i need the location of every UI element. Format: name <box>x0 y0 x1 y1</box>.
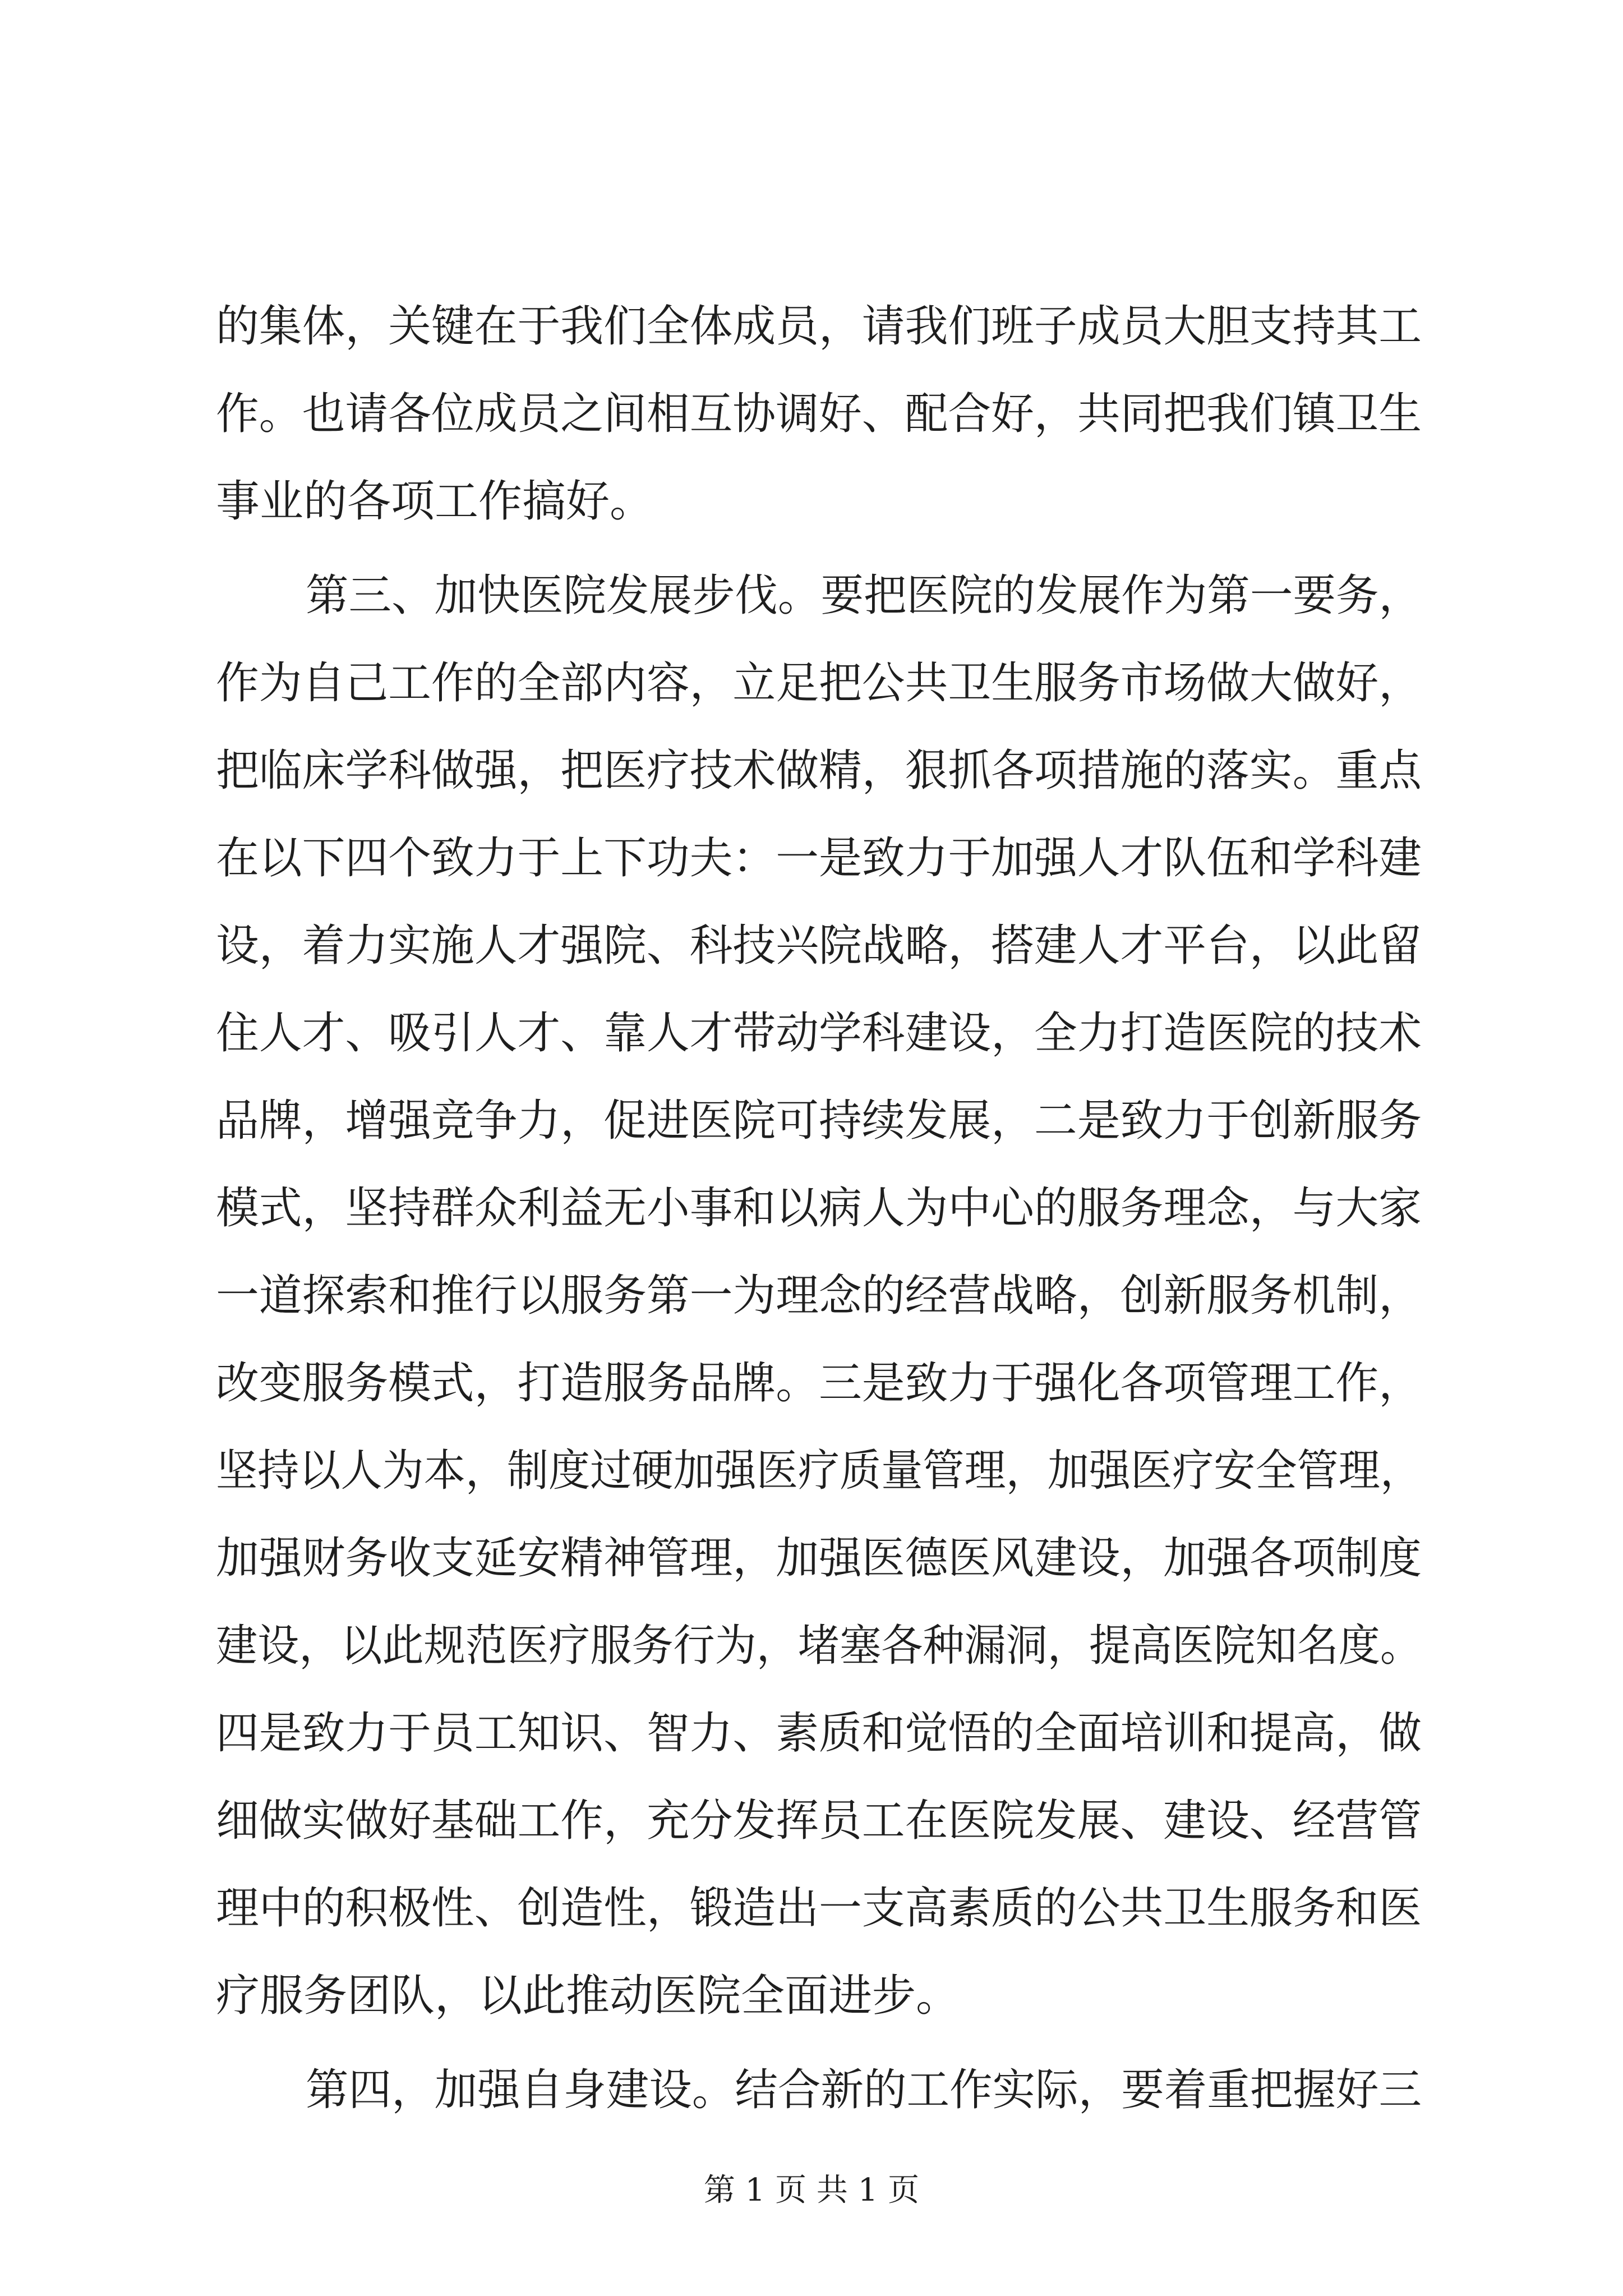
body-line-11: 模式，坚持群众利益无小事和以病人为中心的服务理念，与大家 <box>216 1183 1422 1234</box>
body-line-10: 品牌，增强竞争力，促进医院可持续发展，二是致力于创新服务 <box>216 1096 1422 1146</box>
body-line-6: 把临床学科做强，把医疗技术做精，狠抓各项措施的落实。重点 <box>216 746 1422 796</box>
body-line-19: 理中的积极性、创造性，锻造出一支高素质的公共卫生服务和医 <box>216 1883 1422 1934</box>
body-line-15: 加强财务收支延安精神管理，加强医德医风建设，加强各项制度 <box>216 1533 1422 1584</box>
body-line-7: 在以下四个致力于上下功夫：一是致力于加强人才队伍和学科建 <box>216 833 1422 884</box>
body-line-9: 住人才、吸引人才、靠人才带动学科建设，全力打造医院的技术 <box>216 1008 1422 1059</box>
body-line-17: 四是致力于员工知识、智力、素质和觉悟的全面培训和提高，做 <box>216 1708 1422 1759</box>
body-line-16: 建设，以此规范医疗服务行为，堵塞各种漏洞，提高医院知名度。 <box>216 1621 1422 1671</box>
body-line-5: 作为自己工作的全部内容，立足把公共卫生服务市场做大做好， <box>216 658 1422 708</box>
body-line-14: 坚持以人为本，制度过硬加强医疗质量管理，加强医疗安全管理， <box>216 1446 1422 1496</box>
body-line-13: 改变服务模式，打造服务品牌。三是致力于强化各项管理工作， <box>216 1358 1422 1409</box>
body-line-20: 疗服务团队，以此推动医院全面进步。 <box>216 1971 960 2021</box>
body-line-12: 一道探索和推行以服务第一为理念的经营战略，创新服务机制， <box>216 1271 1422 1321</box>
page-number-footer: 第 1 页 共 1 页 <box>703 2172 920 2208</box>
body-line-1: 的集体，关键在于我们全体成员，请我们班子成员大胆支持其工 <box>216 301 1422 352</box>
body-line-8: 设，着力实施人才强院、科技兴院战略，搭建人才平台，以此留 <box>216 921 1422 971</box>
body-line-2: 作。也请各位成员之间相互协调好、配合好，共同把我们镇卫生 <box>216 389 1422 439</box>
body-line-3: 事业的各项工作搞好。 <box>216 476 654 527</box>
body-line-18: 细做实做好基础工作，充分发挥员工在医院发展、建设、经营管 <box>216 1796 1422 1846</box>
body-line-21: 第四，加强自身建设。结合新的工作实际，要着重把握好三 <box>306 2065 1422 2115</box>
body-line-4: 第三、加快医院发展步伐。要把医院的发展作为第一要务， <box>306 570 1422 621</box>
